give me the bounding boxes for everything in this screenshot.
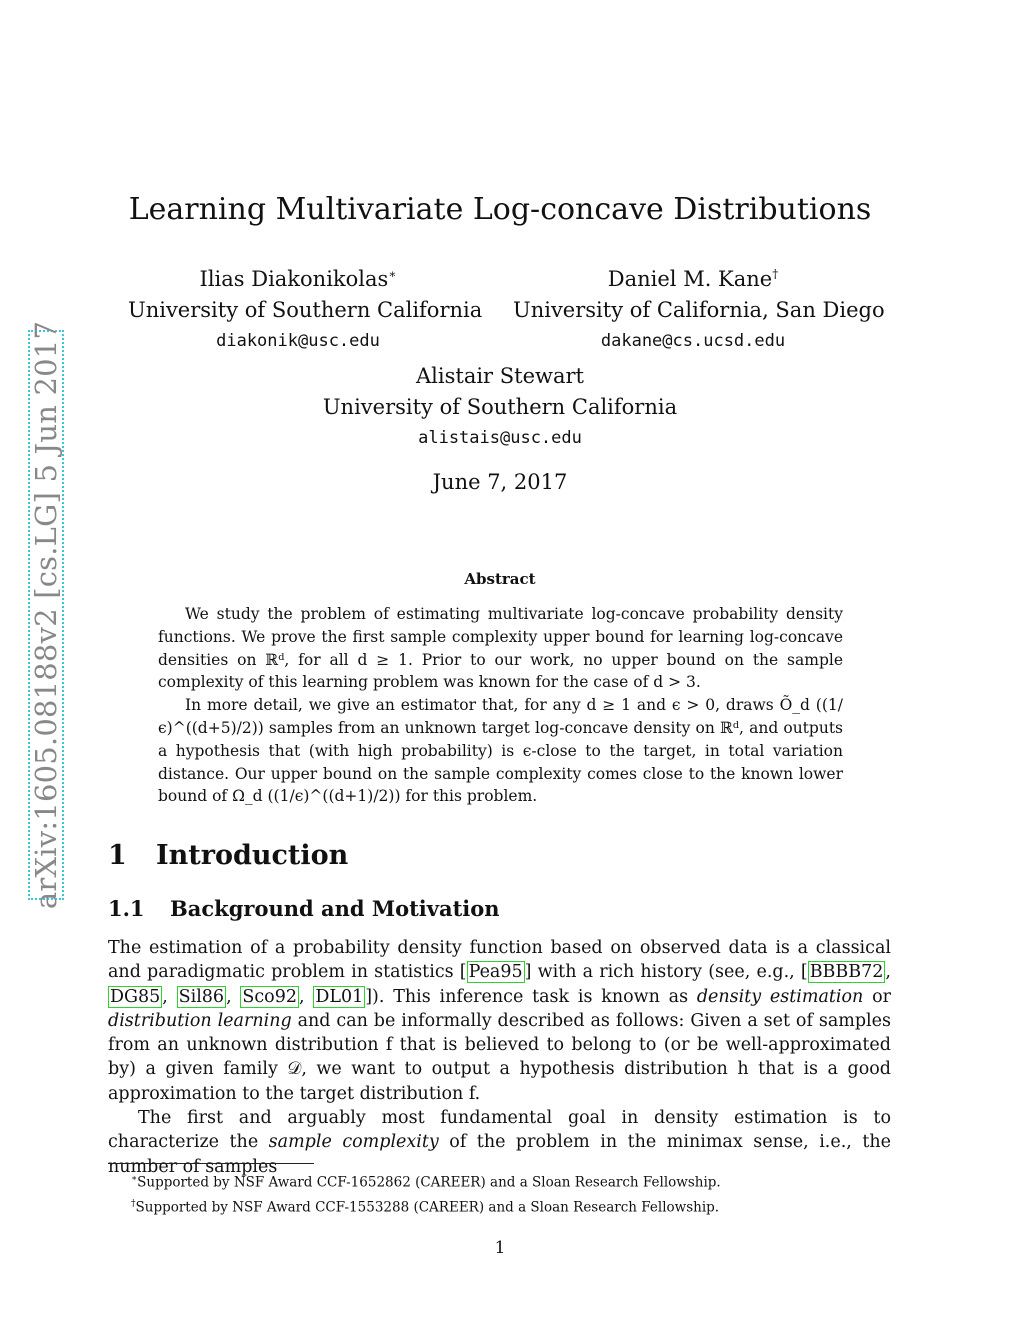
abstract-body xyxy=(158,603,843,808)
author-affiliation: University of Southern California xyxy=(128,298,483,322)
subsection-title: Background and Motivation xyxy=(170,896,500,921)
author-3 xyxy=(300,361,700,453)
paper-date: June 7, 2017 xyxy=(432,470,568,494)
arxiv-stamp[interactable]: arXiv:1605.08188v2 [cs.LG] 5 Jun 2017 xyxy=(29,320,63,910)
author-name: Ilias Diakonikolas∗ xyxy=(199,267,397,291)
author-email[interactable]: diakonik@usc.edu xyxy=(216,331,380,351)
body-paragraph-1: The estimation of a probability density function based on observed data is a classical and paradigmatic problem in statistics [ Pea95 ] with a rich history (see, e.g., [ BBBB72 , DG85 , Sil86 , Sco92 , DL01 ]). This inference task is known as density estimation or distribution learning and can be informally described as follows: Given a set of samples from an unknown distribution f that is believed to belong to (or be well-approximated by) a given family 𝒟, we want to output a hypothesis distribution h that is a good approximation to the target distribution f. xyxy=(108,938,891,1104)
author-email[interactable]: alistais@usc.edu xyxy=(418,428,582,448)
citation-link[interactable]: Sil86 xyxy=(178,986,225,1007)
footnote-divider xyxy=(108,1163,314,1164)
author-email[interactable]: dakane@cs.ucsd.edu xyxy=(600,331,786,351)
author-name: Alistair Stewart xyxy=(416,364,584,388)
footnote-2: †Supported by NSF Award CCF-1553288 (CAREER) and a Sloan Research Fellowship. xyxy=(131,1198,720,1215)
subsection-heading xyxy=(108,896,500,921)
section-title: Introduction xyxy=(156,840,349,871)
subsection-number: 1.1 xyxy=(108,896,145,921)
citation-link[interactable]: BBBB72 xyxy=(809,962,884,983)
author-affiliation: University of California, San Diego xyxy=(513,298,885,322)
citation-link[interactable]: DG85 xyxy=(110,986,161,1007)
citation-link[interactable]: DL01 xyxy=(315,986,364,1007)
abstract-heading: Abstract xyxy=(464,570,536,588)
section-heading xyxy=(108,840,348,871)
author-name: Daniel M. Kane† xyxy=(607,267,779,291)
body-text xyxy=(108,936,891,1179)
footnotes xyxy=(108,1169,721,1218)
paper-title: Learning Multivariate Log-concave Distributions xyxy=(128,192,872,227)
abstract-paragraph-2: In more detail, we give an estimator that, for any d ≥ 1 and ϵ > 0, draws Õ_d ((1/ϵ)^((d+5)/2)) samples from an unknown target log-concave density on ℝᵈ, and outputs a hypothesis that (with high probability) is ϵ-close to the target, in total variation distance. Our upper bound on the sample complexity comes close to the known lower bound of Ω_d ((1/ϵ)^((d+1)/2)) for this problem. xyxy=(158,696,843,806)
citation-link[interactable]: Sco92 xyxy=(242,986,297,1007)
section-number: 1 xyxy=(108,840,127,871)
page-number: 1 xyxy=(494,1238,506,1258)
body-paragraph-2: The first and arguably most fundamental goal in density estimation is to characterize the sample complexity of the problem in the minimax sense, i.e., the number of samples xyxy=(108,1108,891,1177)
author-affiliation: University of Southern California xyxy=(322,395,678,419)
abstract-paragraph-1: We study the problem of estimating multivariate log-concave probability density functions. We prove the first sample complexity upper bound for learning log-concave densities on ℝᵈ, for all d ≥ 1. Prior to our work, no upper bound on the sample complexity of this learning problem was known for the case of d > 3. xyxy=(158,605,843,692)
author-2 xyxy=(513,259,885,356)
citation-link[interactable]: Pea95 xyxy=(468,962,523,983)
footnote-1: ∗Supported by NSF Award CCF-1652862 (CAREER) and a Sloan Research Fellowship. xyxy=(131,1174,721,1191)
author-1 xyxy=(128,259,483,356)
